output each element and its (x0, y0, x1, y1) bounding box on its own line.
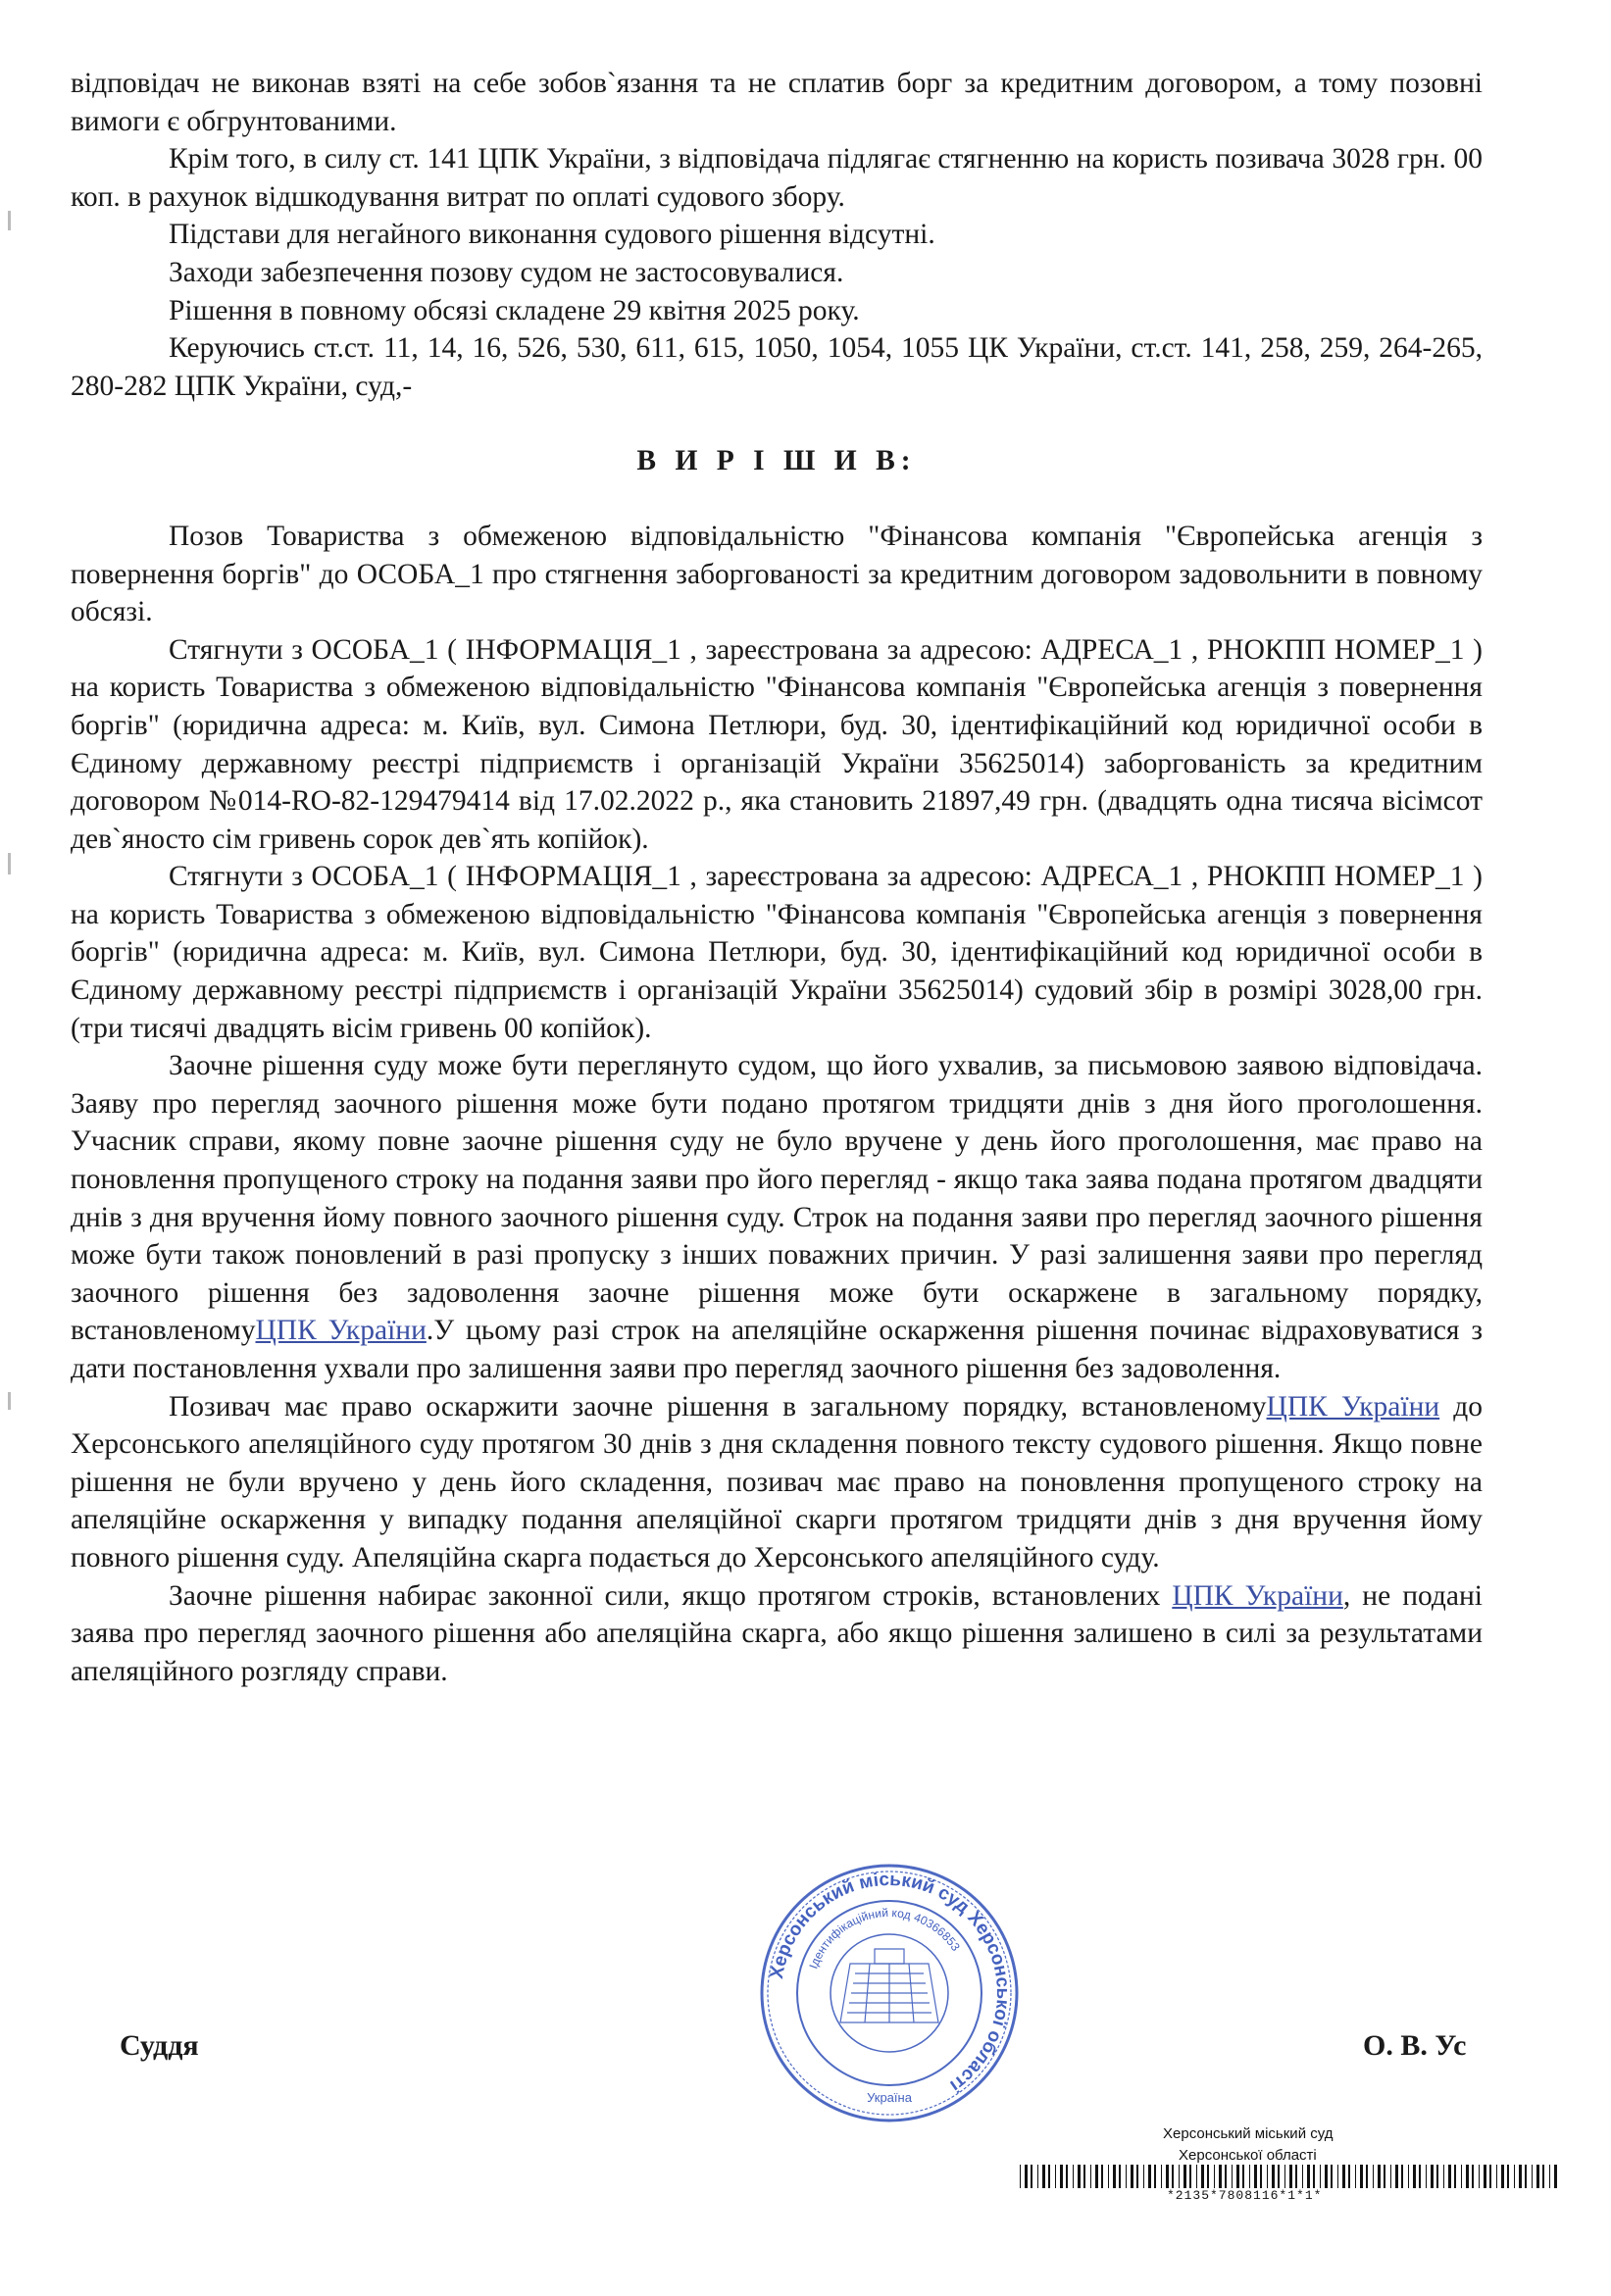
paragraph-review-procedure (71, 1047, 1483, 1387)
scan-artifact (8, 853, 11, 874)
cpk-link[interactable]: ЦПК України (1266, 1390, 1440, 1423)
barcode-bar (1325, 2165, 1328, 2188)
force-text-end: , не подані заява про перегляд заочного рішення або апеляційна скарга, або якщо рішення залишено в силі за результатами апеляційного розгляду справи. (71, 1579, 1484, 1687)
paragraph-recover-fee: Стягнути з ОСОБА_1 ( ІНФОРМАЦІЯ_1 , зареєстрована за адресою: АДРЕСА_1 , РНОКПП НОМЕР_1 ) на користь Товариства з обмеженою відповідальністю "Фінансова компанія "Європейська агенція з повернення боргів" (юридична адреса: м. Київ, вул. Симона Петлюри, буд. 30, ідентифікаційний код юридичної особи в Єдиному державному реєстрі підприємств і організацій України 35625014) судовий збір в розмірі 3028,00 грн. (три тисячі двадцять вісім гривень 00 копійок). (71, 861, 1483, 1044)
barcode-bar (1236, 2165, 1239, 2188)
barcode-bar (1172, 2165, 1174, 2188)
barcode-bar (1549, 2165, 1550, 2188)
paragraph-no-immediate-execution: Підстави для негайного виконання судового рішення відсутні. (169, 219, 935, 251)
barcode-bar (1479, 2165, 1480, 2188)
barcode-bar (1313, 2165, 1315, 2188)
barcode-bar (1307, 2165, 1310, 2188)
cpk-link[interactable]: ЦПК України (255, 1315, 427, 1347)
decision-text (71, 65, 1483, 1690)
barcode-bar (1219, 2165, 1222, 2188)
barcode-bar (1225, 2165, 1227, 2188)
barcode-bar (1554, 2165, 1557, 2188)
barcode-bar (1183, 2165, 1186, 2188)
barcode-bar (1143, 2165, 1144, 2188)
barcode-bar (1201, 2165, 1204, 2188)
court-seal-icon (757, 1861, 1022, 2125)
barcode-bar (1108, 2165, 1109, 2188)
barcode-bar (1542, 2165, 1544, 2188)
barcode-bar (1373, 2165, 1374, 2188)
barcode-bar (1532, 2165, 1533, 2188)
force-text-start: Заочне рішення набирає законної сили, якщо протягом строків, встановлених (169, 1579, 1173, 1612)
judge-title: Суддя (120, 2029, 199, 2062)
barcode-bar (1055, 2165, 1056, 2188)
barcode-bar (1489, 2165, 1491, 2188)
barcode-bar (1101, 2165, 1103, 2188)
barcode-bar (1401, 2165, 1403, 2188)
barcode-bar (1083, 2165, 1085, 2188)
barcode-bar (1436, 2165, 1438, 2188)
barcode-bar (1431, 2165, 1434, 2188)
barcode-bar (1242, 2165, 1244, 2188)
barcode-bar (1390, 2165, 1391, 2188)
barcode-bar (1472, 2165, 1474, 2188)
barcode-bar (1395, 2165, 1398, 2188)
barcode-bar (1189, 2165, 1191, 2188)
barcode-bar (1048, 2165, 1050, 2188)
barcode-bar (1131, 2165, 1133, 2188)
stamp-region: Херсонської області (1179, 2147, 1317, 2164)
barcode-bar (1031, 2165, 1032, 2188)
paragraph-entry-into-force (71, 1577, 1483, 1691)
paragraph-appeal-right (71, 1388, 1483, 1577)
barcode-bar (1507, 2165, 1509, 2188)
barcode-bar (1408, 2165, 1409, 2188)
barcode-bar (1413, 2165, 1416, 2188)
barcode-bar (1454, 2165, 1456, 2188)
barcode-bar (1020, 2165, 1021, 2188)
barcode-bar (1337, 2165, 1338, 2188)
barcode-bar (1525, 2165, 1527, 2188)
barcode-bar (1366, 2165, 1368, 2188)
barcode-icon (1020, 2165, 1559, 2188)
seal-inner-text: Ідентифікаційний код 40366853 (806, 1905, 963, 1971)
judge-name: О. В. Ус (1363, 2029, 1467, 2062)
barcode-bar (1519, 2165, 1522, 2188)
barcode-bar (1536, 2165, 1539, 2188)
paragraph-conclusion: відповідач не виконав взяті на себе зобов`язання та не сплатив борг за кредитним договором, а тому позовні вимоги є обгрунтованими. (71, 68, 1483, 137)
barcode-bar (1348, 2165, 1350, 2188)
barcode-bar (1196, 2165, 1197, 2188)
barcode-bar (1496, 2165, 1497, 2188)
appeal-text-end: до Херсонського апеляційного суду протягом 30 днів з дня складення повного тексту судового рішення. Якщо повне рішення не були вручено у день його складення, позивач має право на поновлення пропущеного строку на апеляційне оскарження у випадку подання апеляційної скарги протягом тридцяти днів з дня вручення йому повного рішення суду. Апеляційна скарга подається до Херсонського апеляційного суду. (71, 1390, 1484, 1573)
barcode-bar (1360, 2165, 1363, 2188)
barcode-bar (1166, 2165, 1169, 2188)
barcode-bar (1289, 2165, 1292, 2188)
barcode-bar (1295, 2165, 1297, 2188)
barcode-bar (1095, 2165, 1098, 2188)
barcode-bar (1278, 2165, 1280, 2188)
barcode-bar (1355, 2165, 1356, 2188)
paragraph-full-text-date: Рішення в повному обсязі складене 29 квітня 2025 року. (169, 294, 860, 326)
seal-country-text: Україна (867, 2090, 912, 2105)
barcode-bar (1148, 2165, 1151, 2188)
barcode-bar (1161, 2165, 1162, 2188)
barcode-bar (1378, 2165, 1381, 2188)
barcode-bar (1025, 2165, 1028, 2188)
barcode-bar (1066, 2165, 1068, 2188)
barcode-bar (1426, 2165, 1427, 2188)
barcode-bar (1060, 2165, 1063, 2188)
review-text-start: Заочне рішення суду може бути переглянуто судом, що його ухвалив, за письмовою заявою відповідача. Заяву про перегляд заочного рішення може бути подано протягом тридцяти днів з дня його проголошення. Учасник справи, якому повне заочне рішення суду не було вручене у день його проголошення, має право на поновлення пропущеного строку на подання заяви про його перегляд - якщо така заява подана протягом двадцяти днів з дня вручення йому повного заочного рішення суду. Строк на подання заяви про перегляд заочного рішення може бути також поновлений в разі пропуску з інших поважних причин. У разі залишення заяви про перегляд заочного рішення без задоволення заочне рішення може бути оскаржене в загальному порядку, встановленому (71, 1050, 1483, 1347)
appeal-text-start: Позивач має право оскаржити заочне рішення в загальному порядку, встановленому (169, 1390, 1267, 1423)
barcode-bar (1466, 2165, 1469, 2188)
barcode-bar (1514, 2165, 1515, 2188)
barcode-bar (1384, 2165, 1385, 2188)
barcode-bar (1419, 2165, 1421, 2188)
barcode-bar (1232, 2165, 1233, 2188)
barcode-bar (1249, 2165, 1250, 2188)
barcode-bar (1320, 2165, 1321, 2188)
scan-artifact (8, 1392, 11, 1410)
paragraph-claim-granted: Позов Товариства з обмеженою відповідальністю "Фінансова компанія "Європейська агенція з повернення боргів" до ОСОБА_1 про стягнення заборгованості за кредитним договором задовольнити в повному обсязі. (71, 520, 1483, 628)
barcode-bar (1443, 2165, 1444, 2188)
barcode-bar (1113, 2165, 1116, 2188)
barcode-bar (1448, 2165, 1451, 2188)
barcode-bar (1331, 2165, 1333, 2188)
barcode-bar (1484, 2165, 1486, 2188)
cpk-link[interactable]: ЦПК України (1172, 1579, 1343, 1612)
barcode-bar (1214, 2165, 1215, 2188)
stamp-court-name: Херсонський міський суд (1163, 2125, 1334, 2142)
barcode-bar (1090, 2165, 1091, 2188)
paragraph-no-security-measures: Заходи забезпечення позову судом не застосовувалися. (169, 256, 844, 288)
barcode-bar (1207, 2165, 1209, 2188)
barcode-bar (1267, 2165, 1268, 2188)
seal-outer-text: Херсонський міський суд Херсонської області (766, 1869, 1014, 2096)
review-text-end: .У цьому разі строк на апеляційне оскарження рішення починає відраховуватися з дати постановлення ухвали про залишення заяви про перегляд заочного рішення без задоволення. (71, 1315, 1483, 1384)
barcode-bar (1461, 2165, 1462, 2188)
paragraph-recover-debt: Стягнути з ОСОБА_1 ( ІНФОРМАЦІЯ_1 , зареєстрована за адресою: АДРЕСА_1 , РНОКПП НОМЕР_1 ) на користь Товариства з обмеженою відповідальністю "Фінансова компанія "Європейська агенція з повернення боргів" (юридична адреса: м. Київ, вул. Симона Петлюри, буд. 30, ідентифікаційний код юридичної особи в Єдиному державному реєстрі підприємств і організацій України 35625014) заборгованість за кредитним договором №014-RO-82-129479414 від 17.02.2022 р., яка становить 21897,49 грн. (двадцять одна тисяча вісімсот дев`яносто сім гривень сорок дев`ять копійок). (71, 633, 1483, 855)
barcode-bar (1078, 2165, 1081, 2188)
barcode-bar (1254, 2165, 1257, 2188)
barcode-bar (1501, 2165, 1504, 2188)
barcode-bar (1119, 2165, 1121, 2188)
barcode-bar (1302, 2165, 1303, 2188)
decision-heading: В И Р І Ш И В: (636, 445, 917, 477)
barcode-bar (1272, 2165, 1275, 2188)
barcode-number: *2135*7808116*1*1* (1167, 2188, 1323, 2203)
barcode-bar (1136, 2165, 1138, 2188)
paragraph-court-fee: Крім того, в силу ст. 141 ЦПК України, з відповідача підлягає стягненню на користь позивача 3028 грн. 00 коп. в рахунок відшкодування витрат по оплаті судового збору. (71, 143, 1483, 213)
barcode-bar (1037, 2165, 1038, 2188)
barcode-bar (1179, 2165, 1180, 2188)
barcode-bar (1042, 2165, 1045, 2188)
paragraph-legal-basis: Керуючись ст.ст. 11, 14, 16, 526, 530, 611, 615, 1050, 1054, 1055 ЦК України, ст.ст. 141, 258, 259, 264-265, 280-282 ЦПК України, суд,- (71, 332, 1483, 402)
barcode-bar (1342, 2165, 1345, 2188)
barcode-bar (1154, 2165, 1156, 2188)
barcode-bar (1260, 2165, 1262, 2188)
barcode-bar (1284, 2165, 1285, 2188)
barcode-bar (1126, 2165, 1127, 2188)
scan-artifact (8, 211, 11, 230)
barcode-bar (1073, 2165, 1074, 2188)
